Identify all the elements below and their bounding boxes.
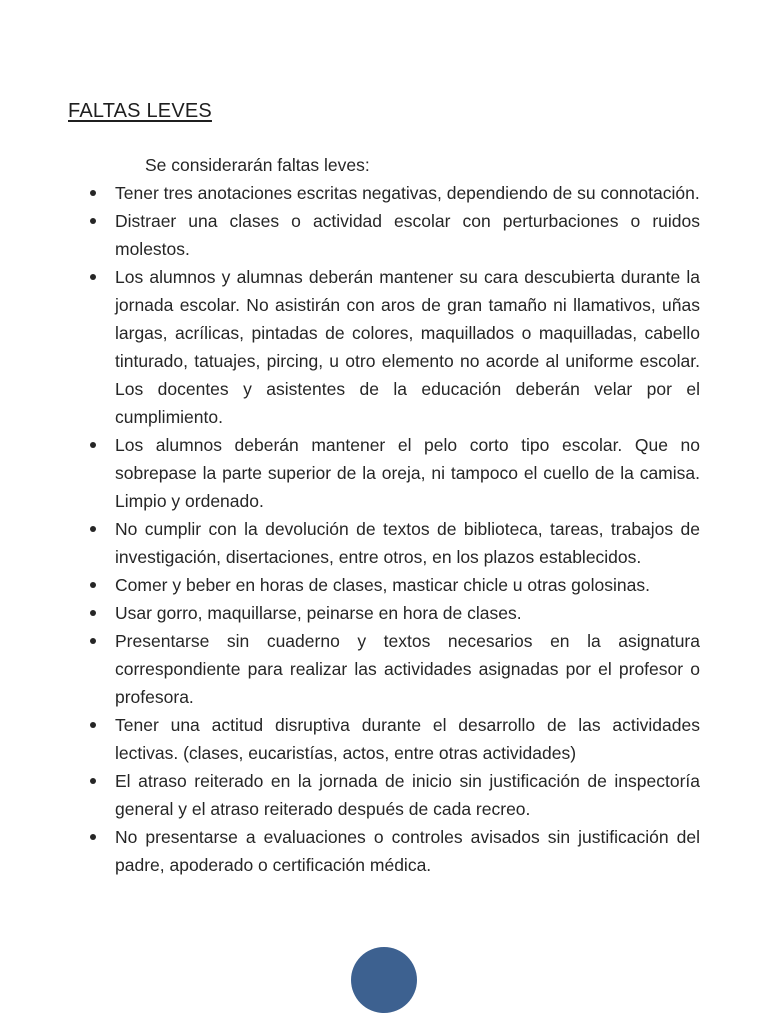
list-item: El atraso reiterado en la jornada de inicio sin justificación de inspectoría general y el atraso reiterado después de cada recreo. bbox=[115, 767, 700, 823]
list-item: Presentarse sin cuaderno y textos necesarios en la asignatura correspondiente para realizar las actividades asignadas por el profesor o profesora. bbox=[115, 627, 700, 711]
list-item: No cumplir con la devolución de textos de biblioteca, tareas, trabajos de investigación, disertaciones, entre otros, en los plazos establecidos. bbox=[115, 515, 700, 571]
list-item: Los alumnos deberán mantener el pelo corto tipo escolar. Que no sobrepase la parte superior de la oreja, ni tampoco el cuello de la camisa. Limpio y ordenado. bbox=[115, 431, 700, 515]
list-item: Tener una actitud disruptiva durante el desarrollo de las actividades lectivas. (clases, eucaristías, actos, entre otras actividades) bbox=[115, 711, 700, 767]
intro-text: Se considerarán faltas leves: bbox=[145, 155, 370, 175]
list-item: Distraer una clases o actividad escolar con perturbaciones o ruidos molestos. bbox=[115, 207, 700, 263]
blue-circle-marker bbox=[351, 947, 417, 1013]
list-item: Tener tres anotaciones escritas negativas, dependiendo de su connotación. bbox=[115, 179, 700, 207]
list-item: Comer y beber en horas de clases, masticar chicle u otras golosinas. bbox=[115, 571, 700, 599]
page-title: FALTAS LEVES bbox=[68, 100, 212, 122]
list-item: Usar gorro, maquillarse, peinarse en hora de clases. bbox=[115, 599, 700, 627]
faults-list bbox=[68, 179, 700, 879]
list-item: No presentarse a evaluaciones o controles avisados sin justificación del padre, apoderado o certificación médica. bbox=[115, 823, 700, 879]
list-item: Los alumnos y alumnas deberán mantener su cara descubierta durante la jornada escolar. No asistirán con aros de gran tamaño ni llamativos, uñas largas, acrílicas, pintadas de colores, maquillados o maquilladas, cabello tinturado, tatuajes, pircing, u otro elemento no acorde al uniforme escolar. Los docentes y asistentes de la educación deberán velar por el cumplimiento. bbox=[115, 263, 700, 431]
